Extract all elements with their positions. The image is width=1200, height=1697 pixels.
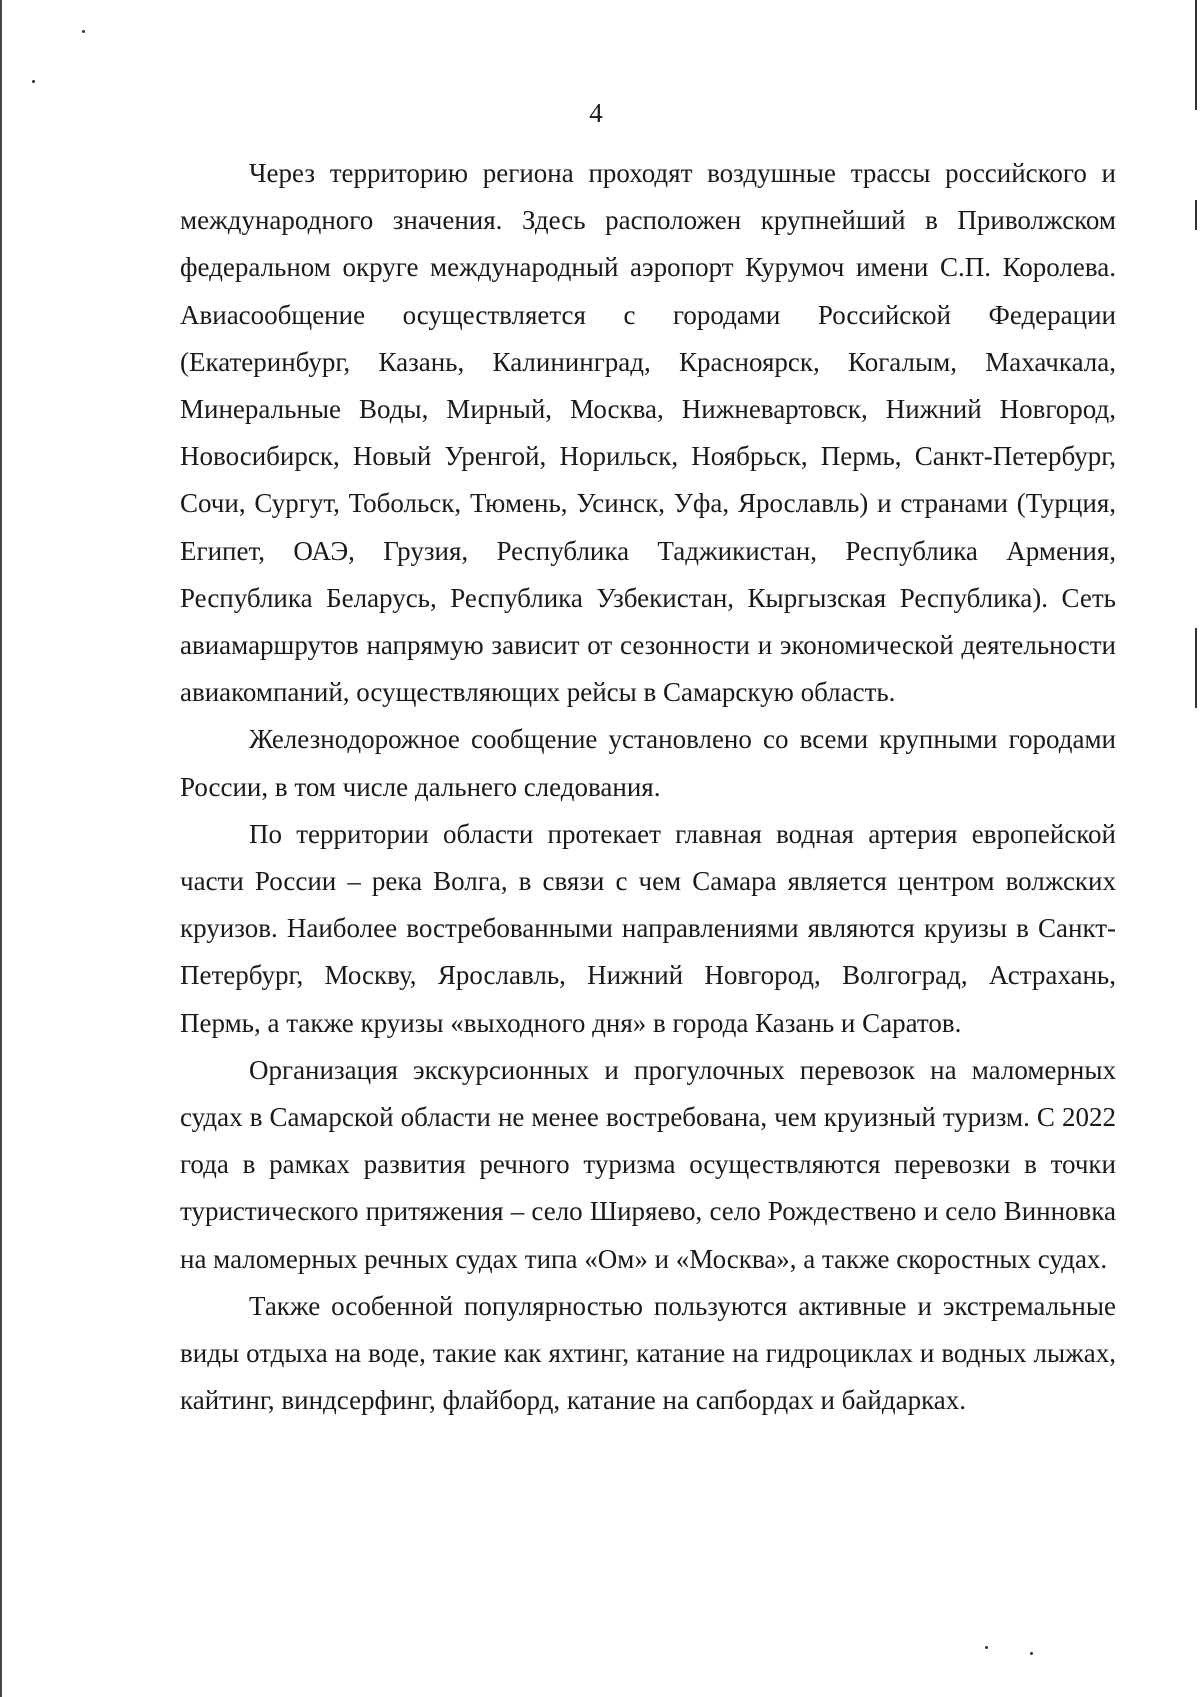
paragraph-volga-cruises: По территории области протекает главная водная артерия европейской части России – река Волга, в связи с чем Самара является центром волжских круизов. Наиболее востребованными направлениями являются круизы в Санкт-Петербург, Москву, Ярославль, Нижний Новгород, Волгоград, Астрахань, Пермь, а также круизы «выходного дня» в города Казань и Саратов. [180, 818, 1116, 1038]
scan-edge-right-mark [1195, 200, 1197, 230]
scan-edge-right-top [1195, 0, 1197, 110]
scan-speck [82, 30, 85, 33]
scan-speck [32, 80, 35, 83]
page-number: 4 [589, 98, 603, 128]
paragraph-water-activities: Также особенной популярностью пользуются активные и экстремальные виды отдыха на воде, такие как яхтинг, катание на гидроциклах и водных лыжах, кайтинг, виндсерфинг, флайборд, катание на сапбордах и байдарках. [180, 1290, 1116, 1416]
scan-speck [1030, 1652, 1033, 1655]
paragraph-air-transport: Через территорию региона проходят воздушные трассы российского и международного значения. Здесь расположен крупнейший в Приволжском федеральном округе международный аэропорт Курумоч имени С.П. Королева. Авиасообщение осуществляется с городами Российской Федерации (Екатеринбург, Казань, Калининград, Красноярск, Когалым, Махачкала, Минеральные Воды, Мирный, Москва, Нижневартовск, Нижний Новгород, Новосибирск, Новый Уренгой, Норильск, Ноябрьск, Пермь, Санкт-Петербург, Сочи, Сургут, Тобольск, Тюмень, Усинск, Уфа, Ярославль) и странами (Турция, Египет, ОАЭ, Грузия, Республика Таджикистан, Республика Армения, Республика Беларусь, Республика Узбекистан, Кыргызская Республика). Сеть авиамаршрутов напрямую зависит от сезонности и экономической деятельности авиакомпаний, осуществляющих рейсы в Самарскую область. [180, 158, 1116, 708]
scan-speck [985, 1646, 988, 1649]
document-body [180, 150, 1116, 1424]
scan-edge-right-middle [1195, 628, 1197, 708]
paragraph-small-vessels: Организация экскурсионных и прогулочных перевозок на маломерных судах в Самарской области не менее востребована, чем круизный туризм. С 2022 года в рамках развития речного туризма осуществляются перевозки в точки туристического притяжения – село Ширяево, село Рождествено и село Винновка на маломерных речных судах типа «Ом» и «Москва», а также скоростных судах. [180, 1054, 1116, 1274]
scan-edge-left [0, 0, 2, 1697]
paragraph-rail-transport: Железнодорожное сообщение установлено со всеми крупными городами России, в том числе дальнего следования. [180, 724, 1116, 802]
